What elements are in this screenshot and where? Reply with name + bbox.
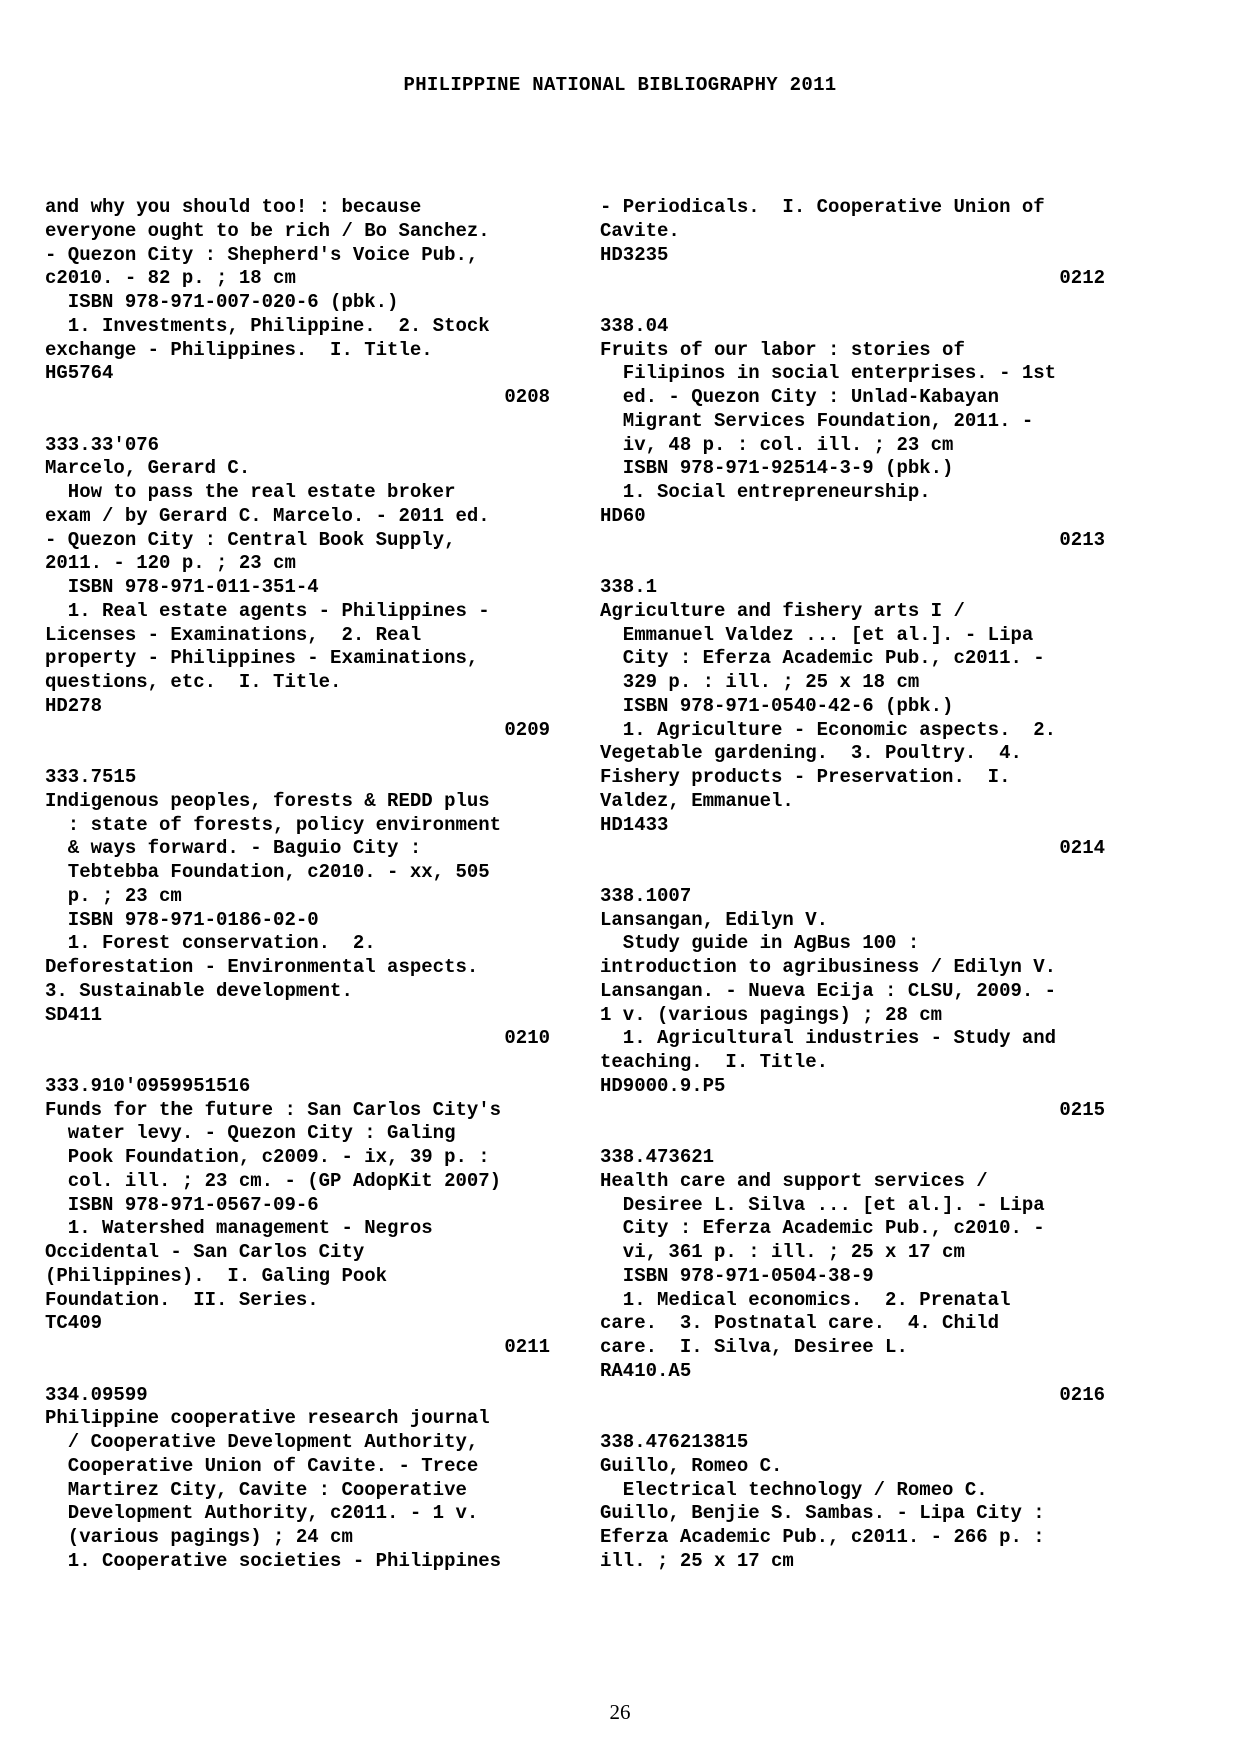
entry-line: 338.473621 xyxy=(600,1146,715,1168)
entry-line: (Philippines). I. Galing Pook xyxy=(45,1264,388,1287)
entry-line: Filipinos in social enterprises. - 1st xyxy=(600,362,1057,385)
entry-number: 0214 xyxy=(1059,837,1105,860)
left-column xyxy=(45,196,550,1574)
entry-line: TC409 xyxy=(45,1312,103,1335)
entry-line: and why you should too! : because xyxy=(45,196,422,218)
entry-line: / Cooperative Development Authority, xyxy=(45,1431,479,1453)
entry-line: Study guide in AgBus 100 : xyxy=(600,932,920,955)
blank-line xyxy=(45,410,550,434)
blank-line xyxy=(600,552,1105,576)
entry-line: - Periodicals. I. Cooperative Union of xyxy=(600,196,1045,218)
entry-line: Agriculture and fishery arts I / xyxy=(600,599,965,622)
entry-line: care. 3. Postnatal care. 4. Child xyxy=(600,1312,1000,1335)
entry-line: HD278 xyxy=(45,694,103,717)
entry-line: 3. Sustainable development. xyxy=(45,979,353,1002)
entry-line: 1. Watershed management - Negros xyxy=(45,1217,433,1240)
entry-number: 0212 xyxy=(1059,267,1105,290)
entry-line: 338.476213815 xyxy=(600,1431,749,1453)
entry-line: 333.7515 xyxy=(45,766,137,788)
entry-line: Martirez City, Cavite : Cooperative xyxy=(45,1478,467,1501)
blank-line xyxy=(600,291,1105,315)
entry-line: Desiree L. Silva ... [et al.]. - Lipa xyxy=(600,1193,1045,1216)
entry-line: Pook Foundation, c2009. - ix, 39 p. : xyxy=(45,1146,490,1168)
entry-line: ed. - Quezon City : Unlad-Kabayan xyxy=(600,386,1000,408)
entry-number: 0208 xyxy=(504,386,550,408)
entry-line: ISBN 978-971-0504-38-9 xyxy=(600,1264,874,1287)
entry-line: ISBN 978-971-0540-42-6 (pbk.) xyxy=(600,694,954,717)
entry-line: HD60 xyxy=(600,504,646,527)
entry-line: property - Philippines - Examinations, xyxy=(45,647,479,670)
entry-line: Foundation. II. Series. xyxy=(45,1288,319,1311)
entry-line: everyone ought to be rich / Bo Sanchez. xyxy=(45,219,490,242)
right-column xyxy=(600,196,1105,1574)
entry-line: exam / by Gerard C. Marcelo. - 2011 ed. xyxy=(45,504,490,527)
entry-line: vi, 361 p. : ill. ; 25 x 17 cm xyxy=(600,1241,965,1263)
entry-line: - Quezon City : Central Book Supply, xyxy=(45,528,456,551)
entry-line: 2011. - 120 p. ; 23 cm xyxy=(45,552,296,575)
entry-line: 338.04 xyxy=(600,314,669,337)
entry-line: 338.1007 xyxy=(600,884,692,907)
entry-number: 0211 xyxy=(504,1336,550,1358)
entry-line: iv, 48 p. : col. ill. ; 23 cm xyxy=(600,433,954,456)
entry-line: HD3235 xyxy=(600,243,669,266)
entry-line: Cooperative Union of Cavite. - Trece xyxy=(45,1454,479,1477)
entry-line: HD9000.9.P5 xyxy=(600,1074,726,1097)
entry-line: ISBN 978-971-0186-02-0 xyxy=(45,908,319,931)
entry-line: ISBN 978-971-0567-09-6 xyxy=(45,1193,319,1216)
entry-line: Marcelo, Gerard C. xyxy=(45,457,251,480)
entry-line: 1. Cooperative societies - Philippines xyxy=(45,1549,502,1572)
entry-line: Licenses - Examinations, 2. Real xyxy=(45,623,422,646)
entry-line: Deforestation - Environmental aspects. xyxy=(45,956,479,978)
entry-line: ill. ; 25 x 17 cm xyxy=(600,1549,794,1572)
entry-line: Migrant Services Foundation, 2011. - xyxy=(600,409,1034,432)
entry-line: questions, etc. I. Title. xyxy=(45,671,342,693)
page-number: 26 xyxy=(609,1700,631,1724)
entry-line: Lansangan. - Nueva Ecija : CLSU, 2009. - xyxy=(600,979,1057,1002)
entry-line: Lansangan, Edilyn V. xyxy=(600,908,829,931)
entry-line: RA410.A5 xyxy=(600,1359,692,1382)
blank-line xyxy=(45,742,550,766)
entry-line: 1. Agricultural industries - Study and xyxy=(600,1027,1057,1050)
entry-line: 329 p. : ill. ; 25 x 18 cm xyxy=(600,671,920,693)
entry-number: 0215 xyxy=(1059,1098,1105,1121)
entry-line: 338.1 xyxy=(600,576,658,598)
page-header-title: PHILIPPINE NATIONAL BIBLIOGRAPHY 2011 xyxy=(403,74,837,96)
entry-line: Funds for the future : San Carlos City's xyxy=(45,1098,502,1121)
entry-line: ISBN 978-971-92514-3-9 (pbk.) xyxy=(600,457,954,480)
entry-line: 1. Real estate agents - Philippines - xyxy=(45,599,490,622)
blank-line xyxy=(45,1051,550,1075)
entry-line: Development Authority, c2011. - 1 v. xyxy=(45,1502,479,1525)
entry-line: 1 v. (various pagings) ; 28 cm xyxy=(600,1003,943,1026)
entry-line: Guillo, Romeo C. xyxy=(600,1454,783,1477)
entry-line: Electrical technology / Romeo C. xyxy=(600,1478,988,1501)
entry-line: Vegetable gardening. 3. Poultry. 4. xyxy=(600,742,1022,765)
entry-line: 333.910'0959951516 xyxy=(45,1074,251,1097)
entry-line: HD1433 xyxy=(600,813,669,836)
entry-line: c2010. - 82 p. ; 18 cm xyxy=(45,267,296,290)
entry-line: p. ; 23 cm xyxy=(45,884,182,907)
entry-line: 1. Social entrepreneurship. xyxy=(600,481,931,503)
entry-line: Eferza Academic Pub., c2011. - 266 p. : xyxy=(600,1526,1045,1548)
entry-line: exchange - Philippines. I. Title. xyxy=(45,338,433,361)
entry-line: Guillo, Benjie S. Sambas. - Lipa City : xyxy=(600,1502,1045,1525)
entry-line: Philippine cooperative research journal xyxy=(45,1407,490,1430)
entry-line: - Quezon City : Shepherd's Voice Pub., xyxy=(45,243,479,266)
entry-line: Emmanuel Valdez ... [et al.]. - Lipa xyxy=(600,623,1034,646)
entry-line: ISBN 978-971-007-020-6 (pbk.) xyxy=(45,291,399,313)
entry-line: Valdez, Emmanuel. xyxy=(600,789,794,812)
entry-line: Health care and support services / xyxy=(600,1169,988,1192)
entry-line: City : Eferza Academic Pub., c2011. - xyxy=(600,647,1045,670)
entry-line: City : Eferza Academic Pub., c2010. - xyxy=(600,1217,1045,1240)
blank-line xyxy=(600,861,1105,885)
entry-number: 0209 xyxy=(504,718,550,741)
entry-line: Fishery products - Preservation. I. xyxy=(600,766,1011,788)
entry-line: 333.33'076 xyxy=(45,433,160,456)
entry-line: col. ill. ; 23 cm. - (GP AdopKit 2007) xyxy=(45,1169,502,1192)
entry-line: Occidental - San Carlos City xyxy=(45,1241,365,1263)
entry-line: ISBN 978-971-011-351-4 xyxy=(45,576,319,598)
entry-line: 1. Medical economics. 2. Prenatal xyxy=(600,1288,1011,1311)
entry-line: 1. Forest conservation. 2. xyxy=(45,932,376,955)
blank-line xyxy=(600,1122,1105,1146)
entry-line: introduction to agribusiness / Edilyn V. xyxy=(600,956,1057,978)
entry-number: 0213 xyxy=(1059,528,1105,551)
entry-line: HG5764 xyxy=(45,362,114,385)
entry-line: How to pass the real estate broker xyxy=(45,481,456,503)
blank-line xyxy=(45,1360,550,1384)
entry-line: SD411 xyxy=(45,1003,103,1026)
entry-line: water levy. - Quezon City : Galing xyxy=(45,1122,456,1145)
entry-number: 0210 xyxy=(504,1027,550,1050)
entry-line: teaching. I. Title. xyxy=(600,1051,829,1073)
entry-line: (various pagings) ; 24 cm xyxy=(45,1526,353,1548)
entry-line: : state of forests, policy environment xyxy=(45,813,502,836)
entry-line: 1. Investments, Philippine. 2. Stock xyxy=(45,314,490,337)
entry-line: Indigenous peoples, forests & REDD plus xyxy=(45,789,490,812)
entry-line: & ways forward. - Baguio City : xyxy=(45,837,422,860)
entry-line: 334.09599 xyxy=(45,1383,148,1406)
entry-line: Cavite. xyxy=(600,219,680,242)
entry-number: 0216 xyxy=(1059,1383,1105,1406)
entry-line: Fruits of our labor : stories of xyxy=(600,338,965,361)
entry-line: Tebtebba Foundation, c2010. - xx, 505 xyxy=(45,861,490,883)
entry-line: care. I. Silva, Desiree L. xyxy=(600,1336,908,1358)
entry-line: 1. Agriculture - Economic aspects. 2. xyxy=(600,718,1057,741)
blank-line xyxy=(600,1407,1105,1431)
